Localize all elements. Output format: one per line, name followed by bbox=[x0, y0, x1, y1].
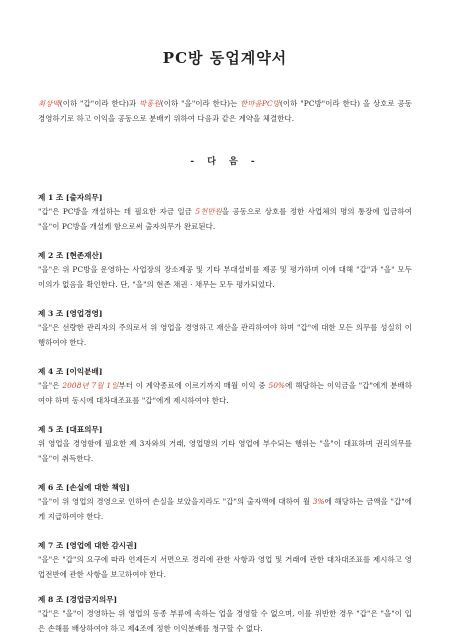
business-name: 한마음PC방 bbox=[240, 99, 280, 108]
article-text: 에 해당하는 이익금을 "갑"에게 분배하여야 하며 동시에 대차대조표를 "갑"에게 제시하여야 한다. bbox=[38, 381, 412, 405]
article-body bbox=[38, 494, 412, 524]
article-2 bbox=[38, 250, 412, 292]
intro-text-1: (이하 "갑"이라 한다)과 bbox=[59, 99, 140, 108]
article-3 bbox=[38, 308, 412, 350]
article-6 bbox=[38, 482, 412, 524]
article-1 bbox=[38, 192, 412, 234]
highlight-percent: 50% bbox=[268, 381, 286, 390]
party-b-name: 박홍원 bbox=[139, 99, 161, 108]
article-8 bbox=[38, 594, 412, 636]
intro-text-3: (이하 "PC방"이라 한다) 을 상호로 공동경영하기로 하고 이익을 공동으로 분배키 위하여 다음과 같은 계약을 체결한다. bbox=[38, 99, 412, 123]
article-heading: 제 3 조 [영업경영] bbox=[38, 309, 103, 318]
article-body: "을"은 위 PC방을 운영하는 사업장의 장소제공 및 기타 부대설비를 제공 및 평가하며 이에 대해 "갑"과 "을" 모두 이의가 없음을 확인한다. 단, "을"의 현존 채권 · 채무는 모두 평가되었다. bbox=[38, 265, 412, 289]
article-body: "을"은 선량한 관리자의 주의로서 위 영업을 경영하고 재산을 관리하여야 하며 "갑"에 대한 모든 의무를 성실히 이행하여야 한다. bbox=[38, 323, 412, 347]
article-text: "갑"은 PC방을 개설하는 데 필요한 자금 일금 bbox=[38, 207, 196, 216]
article-heading: 제 2 조 [현존재산] bbox=[38, 251, 103, 260]
article-heading: 제 4 조 [이익분배] bbox=[38, 367, 103, 376]
highlight-date: 2008년 7월 1일 bbox=[62, 381, 119, 390]
page-title: PC방 동업계약서 bbox=[162, 49, 288, 67]
article-text: 에 해당하는 금액을 "갑"에게 지급하여야 한다. bbox=[38, 497, 412, 521]
article-body bbox=[38, 204, 412, 234]
article-text: "을"은 bbox=[38, 381, 63, 390]
highlight-amount: 5천만원 bbox=[195, 207, 222, 216]
intro-paragraph bbox=[38, 96, 412, 126]
article-body: "을"은 "갑"의 요구에 따라 언제든지 서면으로 경리에 관한 사항과 영업 및 거래에 관한 대차대조표를 제시하고 영업전반에 관한 사항을 보고하여야 한다. bbox=[38, 555, 412, 579]
article-text: 을 공동으로 상호를 정한 사업체의 명의 통장에 입금하여 "을"이 PC방을 개설케 함으로써 출자의무가 완료된다. bbox=[38, 207, 412, 231]
article-heading: 제 5 조 [대표의무] bbox=[38, 425, 103, 434]
article-body bbox=[38, 378, 412, 408]
article-heading: 제 8 조 [경업금지의무] bbox=[38, 595, 118, 604]
article-text: "을"이 위 영업의 경영으로 인하여 손실을 보았을지라도 "갑"의 출자액에 대하여 월 bbox=[38, 497, 313, 506]
section-divider-heading: - 다 음 - bbox=[190, 157, 260, 167]
article-4 bbox=[38, 366, 412, 408]
intro-text-2: (이하 "을"이라 한다)는 bbox=[160, 99, 241, 108]
article-heading: 제 6 조 [손실에 대한 책임] bbox=[38, 483, 130, 492]
article-body: "갑"은 "을"이 경영하는 위 영업의 동종 부류에 속하는 업을 경영할 수 없으며, 이를 위반한 경우 "갑"은 "을"이 입은 손해를 배상하여야 하고 제4조에 정한 이익분배를 청구할 수 없다. bbox=[38, 609, 412, 633]
article-heading: 제 1 조 [출자의무] bbox=[38, 193, 103, 202]
party-a-name: 최상맥 bbox=[38, 99, 60, 108]
article-7 bbox=[38, 540, 412, 582]
article-body: 위 영업을 경영함에 필요한 제 3자와의 거래, 영업명의 기타 영업에 부수되는 행위는 "을"이 대표하며 권리의무를 "을"이 취득한다. bbox=[38, 439, 412, 463]
article-5 bbox=[38, 424, 412, 466]
highlight-percent: 3% bbox=[312, 497, 325, 506]
article-heading: 제 7 조 [영업에 대한 감시권] bbox=[38, 541, 138, 550]
article-text: 부터 이 계약종료에 이르기까지 매월 이익 중 bbox=[118, 381, 269, 390]
